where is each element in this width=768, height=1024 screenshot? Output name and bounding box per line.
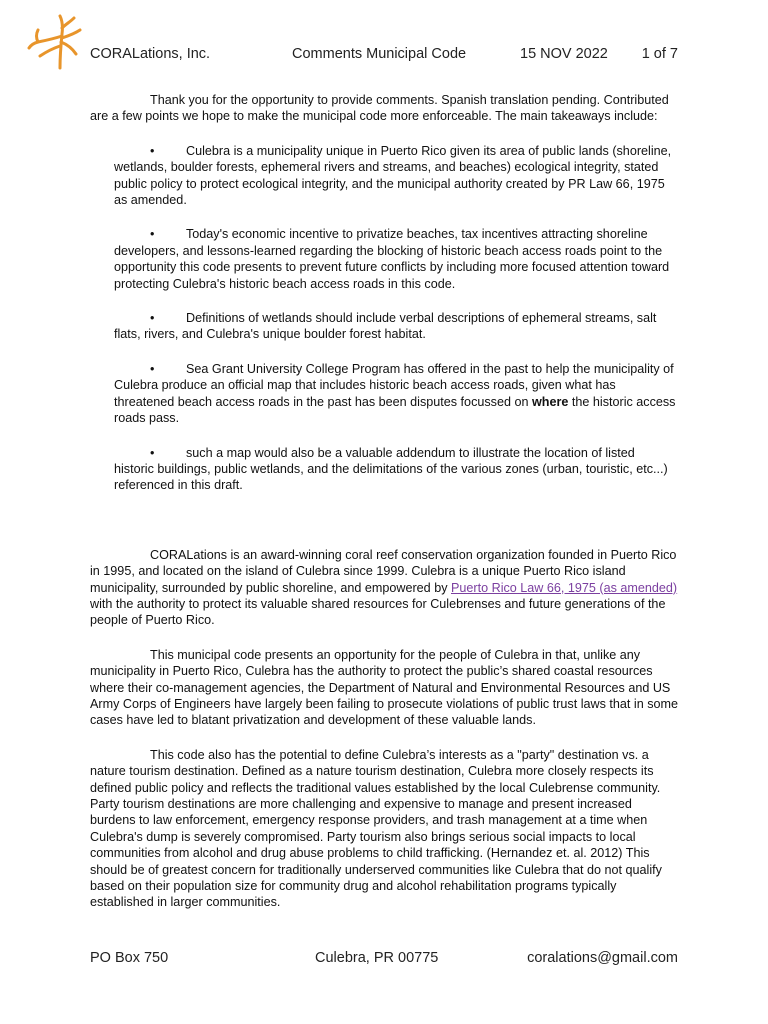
bullet-dot-icon: • xyxy=(150,445,155,460)
bullet-dot-icon: • xyxy=(150,361,155,376)
header-page-number: 1 of 7 xyxy=(641,46,678,62)
footer-po-box: PO Box 750 xyxy=(90,950,169,966)
bullet-item-2: • Today's economic incentive to privatize beaches, tax incentives attracting shoreline developers, and lessons-learned regarding the blocking of historic beach access roads point to the opportunity this code presents to prevent future conflicts by including more focused attention toward protecting Culebra's historic beach access roads in this code. xyxy=(114,227,670,291)
municipal-code-paragraph: This municipal code presents an opportunity for the people of Culebra in that, unlike any municipality in Puerto Rico, Culebra has the authority to protect the public’s shared coastal resources where their co-management agencies, the Department of Natural and Environmental Resources and US Army Corps of Engineers have largely been failing to prosecute violations of public trust laws that in some cases have led to blatant privatization and development of these valuable lands. xyxy=(90,647,679,728)
bullet-item-4: • Sea Grant University College Program has offered in the past to help the municipality of Culebra produce an official map that includes historic beach access roads, given what has threatened beach access roads in the past has been disputes focussed on where the historic access roads pass. xyxy=(114,361,676,426)
tourism-paragraph: This code also has the potential to define Culebra’s interests as a "party" destination vs. a nature tourism destination. Defined as a nature tourism destination, Culebra more closely respects its defined public policy and reflects the traditional values established by the local Culebrense community. Party tourism destinations are more challenging and expensive to manage and present increased burdens to law enforcement, emergency response providers, and trash management at a time when Culebra's dump is severely compromised. Party tourism also brings serious social impacts to local communities from alcohol and drug abuse problems to child trafficking. (Hernandez et. al. 2012) This should be of greatest concern for traditionally underserved communities like Culebra that do not qualify based on their population size for community drug and alcohol rehabilitation programs typically established in larger communities. xyxy=(90,747,662,910)
footer-city: Culebra, PR 00775 xyxy=(315,950,439,966)
bullet-item-3: • Definitions of wetlands should include verbal descriptions of ephemeral streams, salt flats, rivers, and Culebra's unique boulder forest habitat. xyxy=(114,311,657,342)
document-body xyxy=(90,92,678,929)
bullet-dot-icon: • xyxy=(150,143,155,158)
header-document-title: Comments Municipal Code xyxy=(292,46,467,62)
header-date: 15 NOV 2022 xyxy=(520,46,608,62)
pr-law-66-link[interactable]: Puerto Rico Law 66, 1975 (as amended) xyxy=(451,580,678,595)
intro-paragraph: Thank you for the opportunity to provide comments. Spanish translation pending. Contributed are a few points we hope to make the municipal code more enforceable. The main takeaways include: xyxy=(90,93,669,124)
bullet-dot-icon: • xyxy=(150,311,155,326)
page-footer xyxy=(90,950,678,970)
coral-logo-icon xyxy=(26,14,86,70)
bold-emphasis: where xyxy=(531,394,569,409)
footer-email: coralations@gmail.com xyxy=(527,950,678,966)
bullet-item-5: • such a map would also be a valuable addendum to illustrate the location of listed historic buildings, public wetlands, and the delimitations of the various zones (urban, touristic, etc...) referenced in this draft. xyxy=(114,445,668,493)
bullet-item-1: • Culebra is a municipality unique in Puerto Rico given its area of public lands (shoreline, wetlands, boulder forests, ephemeral rivers and streams, and beaches) ecological integrity, stated public policy to protect ecological integrity, and the municipal authority created by PR Law 66, 1975 as amended. xyxy=(114,143,672,208)
bullet-dot-icon: • xyxy=(150,227,155,242)
header-company: CORALations, Inc. xyxy=(90,46,211,62)
page-header xyxy=(90,46,678,66)
coralations-paragraph: CORALations is an award-winning coral reef conservation organization founded in Puerto Rico in 1995, and located on the island of Culebra since 1999. Culebra is a unique Puerto Rico island municipality, surrounded by public shoreline, and empowered by Puerto Rico Law 66, 1975 (as amended) with the authority to protect its valuable shared resources for Culebrenses and future generations of the people of Puerto Rico. xyxy=(90,547,678,628)
